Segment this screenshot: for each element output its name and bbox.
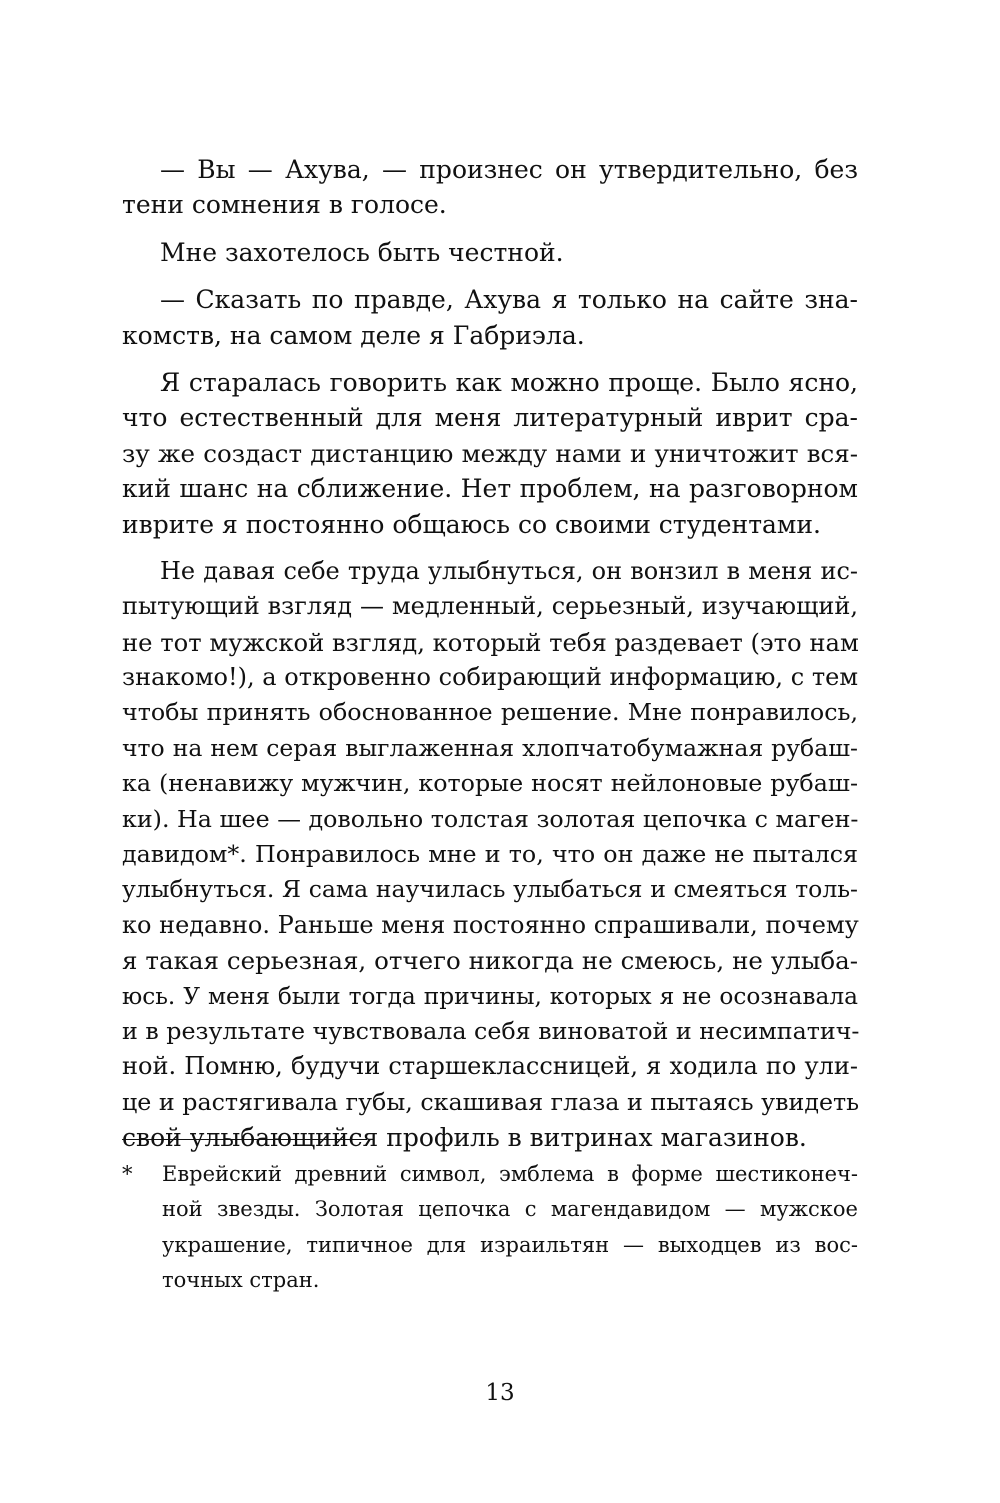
- text-line: ки). На шее — довольно толстая золотая цепочка с маген-: [122, 804, 859, 833]
- text-line: давидом*. Понравилось мне и то, что он даже не пытался: [122, 840, 858, 869]
- text-line: ко недавно. Раньше меня постоянно спрашивали, почему: [122, 910, 859, 939]
- text-line: и в результате чувствовала себя виноватой и несимпатич-: [122, 1016, 860, 1045]
- footnote-line: украшение, типичное для израильтян — выходцев из вос-: [162, 1232, 858, 1257]
- text-line: я такая серьезная, отчего никогда не смеюсь, не улыба-: [122, 946, 858, 976]
- text-line: иврите я постоянно общаюсь со своими студентами.: [122, 509, 821, 539]
- text-line: — Вы — Ахува, — произнес он утвердительно, без: [160, 155, 858, 184]
- footnote: [122, 1158, 858, 1300]
- paragraph: [122, 365, 858, 542]
- paragraph: [122, 235, 858, 270]
- footnote-divider: [122, 1139, 367, 1140]
- text-line: кий шанс на сближение. Нет проблем, на разговорном: [122, 474, 858, 504]
- page-number: 13: [485, 1380, 515, 1406]
- footnote-line: точных стран.: [162, 1268, 320, 1293]
- text-line: свой улыбающийся профиль в витринах магазинов.: [122, 1123, 807, 1153]
- text-line: что на нем серая выглаженная хлопчатобумажная рубаш-: [122, 733, 858, 762]
- footnote-line: Еврейский древний символ, эмблема в форме шестиконеч-: [162, 1162, 858, 1186]
- text-line: пытующий взгляд — медленный, серьезный, изучающий,: [122, 592, 858, 621]
- paragraph: [122, 554, 858, 1156]
- text-line: что естественный для меня литературный иврит сра-: [122, 403, 858, 433]
- text-line: ка (ненавижу мужчин, которые носят нейлоновые рубаш-: [122, 769, 858, 798]
- text-line: комств, на самом деле я Габриэла.: [122, 320, 585, 350]
- text-line: — Сказать по правде, Ахува я только на сайте зна-: [160, 285, 858, 315]
- text-line: юсь. У меня были тогда причины, которых я не осознавала: [122, 982, 858, 1010]
- text-line: Не давая себе труда улыбнуться, он вонзил в меня ис-: [160, 556, 858, 585]
- footnote-line: ной звезды. Золотая цепочка с магендавидом — мужское: [162, 1197, 858, 1222]
- paragraph: [122, 152, 858, 223]
- text-line: знакомо!), а откровенно собирающий информацию, с тем: [122, 663, 858, 692]
- text-line: Я старалась говорить как можно проще. Было ясно,: [160, 367, 858, 397]
- footnote-marker: *: [122, 1162, 133, 1186]
- text-line: це и растягивала губы, скашивая глаза и пытаясь увидеть: [122, 1087, 860, 1116]
- text-line: чтобы принять обоснованное решение. Мне понравилось,: [122, 698, 858, 727]
- body-text: [122, 152, 858, 1156]
- text-line: Мне захотелось быть честной.: [160, 237, 564, 267]
- text-line: улыбнуться. Я сама научилась улыбаться и смеяться толь-: [122, 875, 858, 904]
- text-line: тени сомнения в голосе.: [122, 190, 447, 220]
- paragraph: [122, 282, 858, 353]
- text-line: ной. Помню, будучи старшеклассницей, я ходила по ули-: [122, 1052, 858, 1081]
- text-line: не тот мужской взгляд, который тебя раздевает (это нам: [122, 627, 859, 657]
- text-line: зу же создаст дистанцию между нами и уничтожит вся-: [122, 438, 858, 468]
